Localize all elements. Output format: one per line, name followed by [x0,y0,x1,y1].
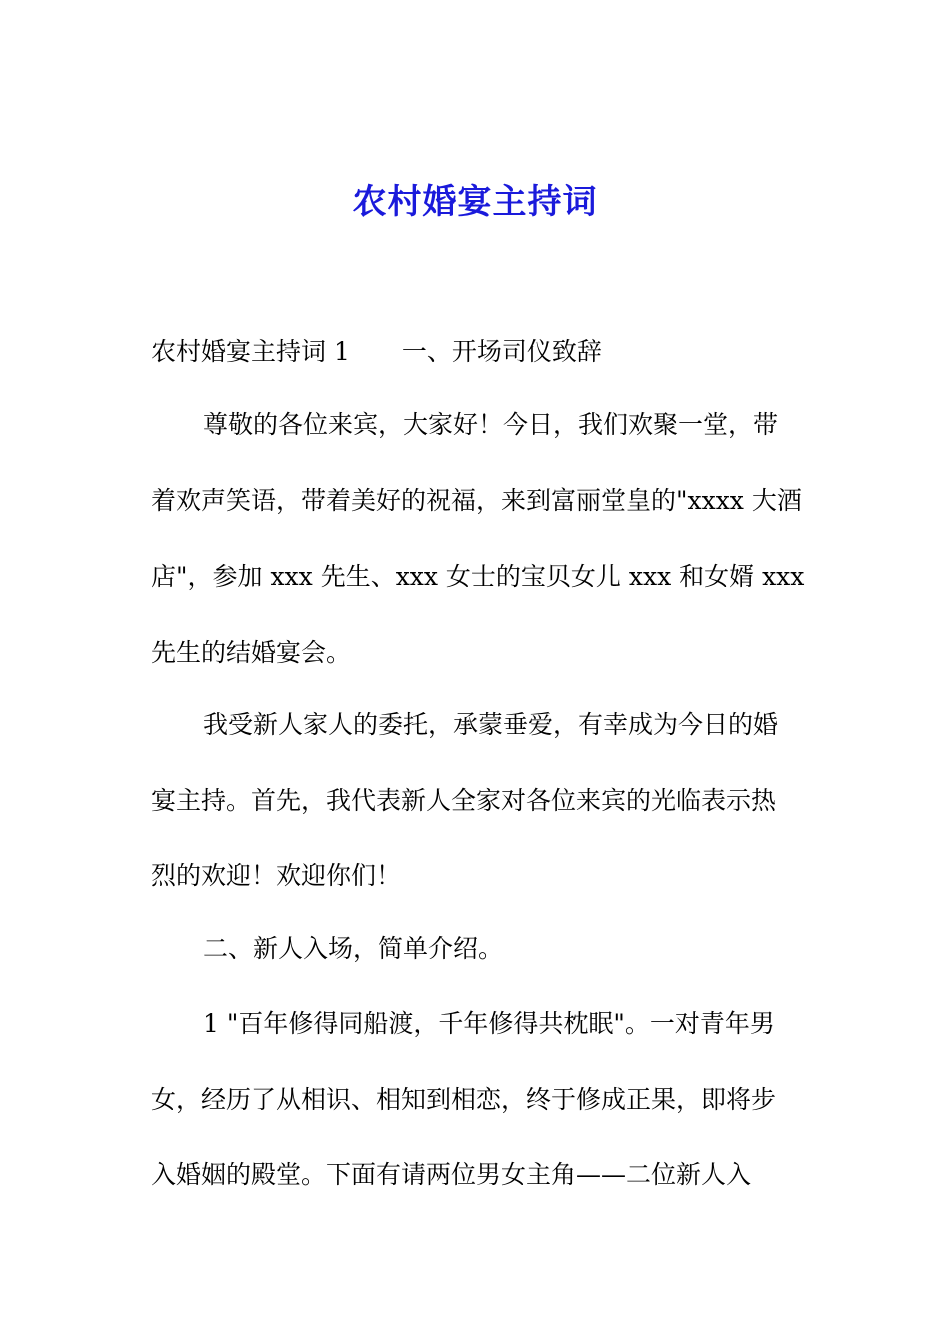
paragraph-line: 宴主持。首先，我代表新人全家对各位来宾的光临表示热 [151,786,777,815]
section-heading: 二、新人入场，简单介绍。 [203,934,504,963]
paragraph-line: 先生的结婚宴会。 [151,638,352,667]
document-title: 农村婚宴主持词 [352,182,598,222]
paragraph-line: 烈的欢迎！欢迎你们！ [151,861,402,890]
section-heading [151,332,602,372]
heading-left: 农村婚宴主持词 1 [151,337,350,366]
paragraph-line: 我受新人家人的委托，承蒙垂爱，有幸成为今日的婚 [203,710,779,739]
paragraph-line: 店"，参加 xxx 先生、xxx 女士的宝贝女儿 xxx 和女婿 xxx [151,562,805,591]
paragraph-line: 女，经历了从相识、相知到相恋，终于修成正果，即将步 [151,1085,777,1114]
paragraph-line: 入婚姻的殿堂。下面有请两位男女主角——二位新人入 [151,1160,752,1189]
paragraph-line: 着欢声笑语，带着美好的祝福，来到富丽堂皇的"xxxx 大酒 [151,486,802,515]
paragraph-line: 1 "百年修得同船渡，千年修得共枕眠"。一对青年男 [203,1009,775,1038]
heading-right: 一、开场司仪致辞 [401,337,602,366]
paragraph-line: 尊敬的各位来宾，大家好！今日，我们欢聚一堂，带 [203,410,779,439]
